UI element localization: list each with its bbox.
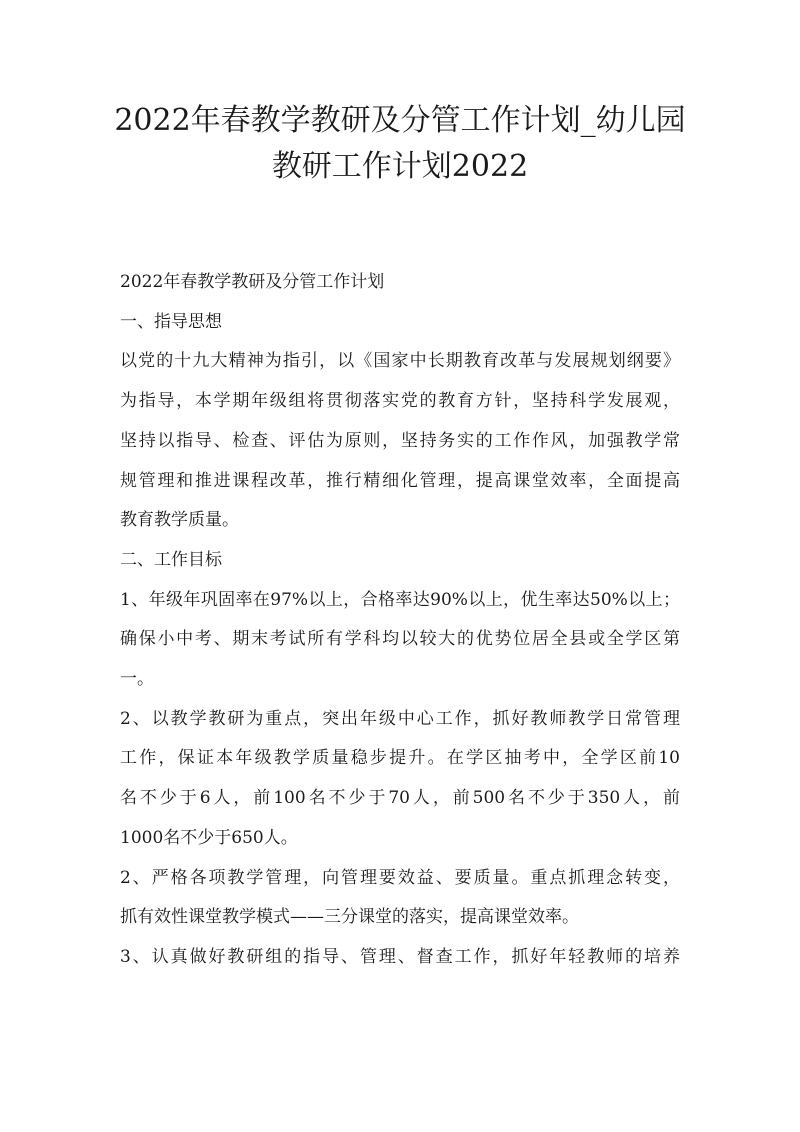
text-line: 以党的十九大精神为指引，以《国家中长期教育改革与发展规划纲要》 [120,351,680,372]
text-line: 工作，保证本年级教学质量稳步提升。在学区抽考中，全学区前10 [120,748,680,769]
title-line-1: 2022年春教学教研及分管工作计划_幼儿园 [114,103,686,138]
text-line: 名不少于6人，前100名不少于70人，前500名不少于350人，前 [120,788,680,809]
paragraph-goal-3 [120,859,680,938]
section-heading-guiding-ideology: 一、指导思想 [120,311,222,332]
text-line: 1000名不少于650人。 [120,827,298,848]
text-line: 规管理和推进课程改革，推行精细化管理，提高课堂效率，全面提高 [120,470,680,491]
paragraph-goal-2 [120,700,680,859]
text-line: 1、年级年巩固率在97%以上，合格率达90%以上，优生率达50%以上； [120,589,680,610]
section-heading-work-goals: 二、工作目标 [120,549,222,570]
paragraph-guiding-ideology [120,342,680,541]
text-line: 3、认真做好教研组的指导、管理、督查工作，抓好年轻教师的培养 [120,946,680,967]
document-title [60,98,740,190]
paragraph-goal-4 [120,938,680,978]
text-line: 2、严格各项教学管理，向管理要效益、要质量。重点抓理念转变， [120,867,680,888]
text-line: 坚持以指导、检查、评估为原则，坚持务实的工作作风，加强教学常 [120,430,680,451]
text-line: 一。 [120,669,154,690]
text-line: 2、以教学教研为重点，突出年级中心工作，抓好教师教学日常管理 [120,708,680,729]
text-line: 确保小中考、期末考试所有学科均以较大的优势位居全县或全学区第 [120,629,680,650]
paragraph-goal-1 [120,581,680,700]
document-body [120,263,680,978]
text-line: 为指导，本学期年级组将贯彻落实党的教育方针，坚持科学发展观， [120,391,680,412]
document-subtitle: 2022年春教学教研及分管工作计划 [120,272,385,292]
text-line: 教育教学质量。 [120,510,239,531]
title-line-2: 教研工作计划2022 [271,149,529,184]
text-line: 抓有效性课堂教学模式——三分课堂的落实，提高课堂效率。 [120,907,579,928]
